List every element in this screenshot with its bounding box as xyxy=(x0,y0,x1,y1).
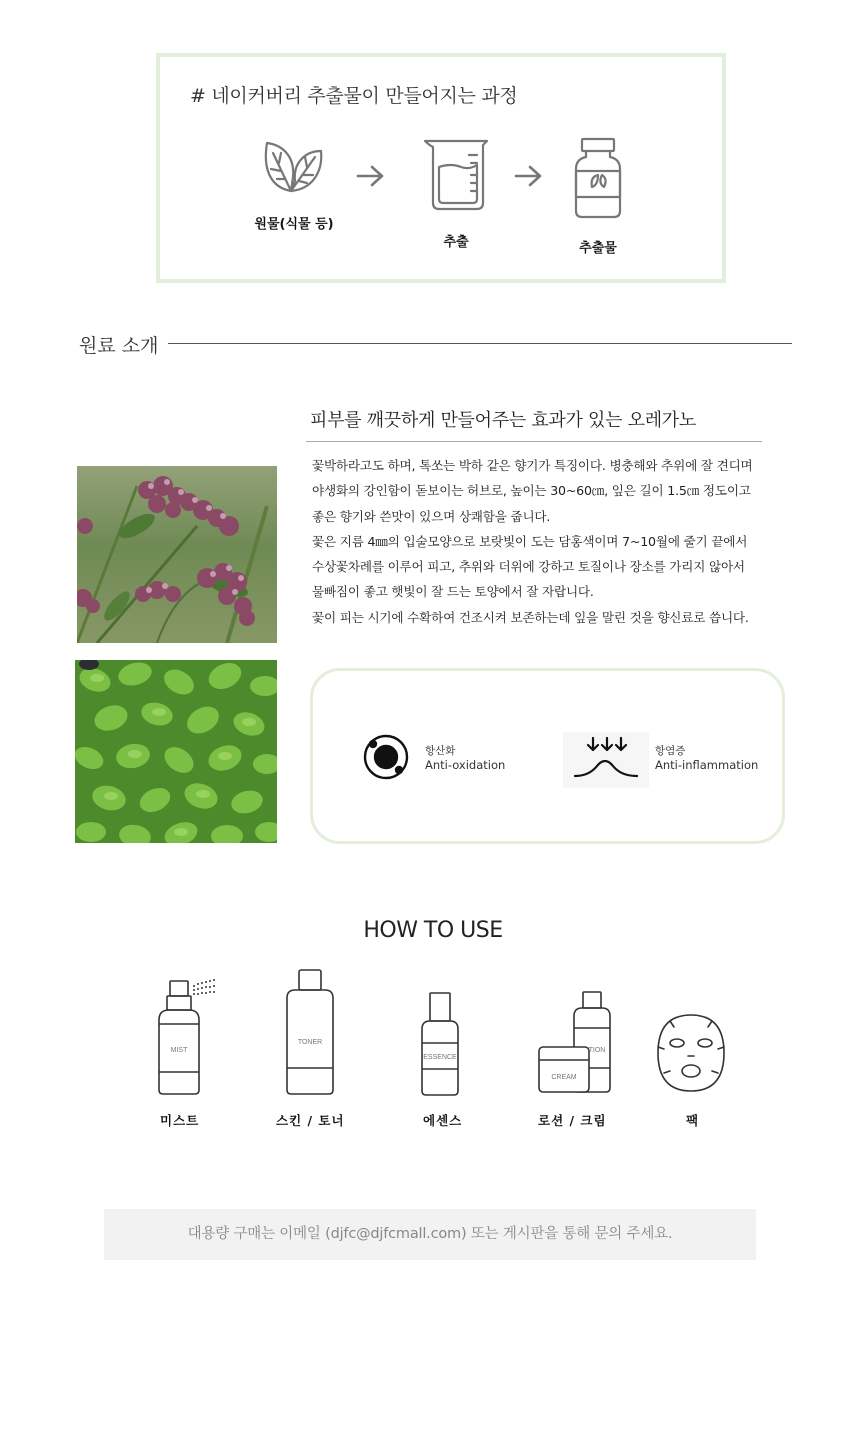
benefit-label-en: Anti-inflammation xyxy=(655,758,759,772)
description-line: 꽃박하라고도 하며, 톡쏘는 박하 같은 향기가 특징이다. 병충해와 추위에 잘 견디며 xyxy=(312,458,753,473)
essence-step xyxy=(420,991,464,1099)
product-print-text: TONER xyxy=(297,1039,323,1046)
step-label-essence: 에센스 xyxy=(423,1113,463,1128)
mist-step xyxy=(156,978,220,1098)
mist-spray-bottle-icon xyxy=(156,978,220,1098)
face-mask-icon xyxy=(654,1013,728,1095)
process-step-extraction xyxy=(386,137,526,250)
pack-step xyxy=(654,1013,728,1095)
bulk-purchase-note: 대용량 구매는 이메일 (djfc@djfcmall.com) 또는 게시판을 통해 문의 주세요. xyxy=(104,1209,756,1260)
description-line: 좋은 향기와 쓴맛이 있으며 상쾌함을 줍니다. xyxy=(312,508,551,524)
product-print-text: MIST xyxy=(170,1047,188,1054)
ingredient-heading-divider xyxy=(306,441,762,442)
benefit-label-ko: 항염증 xyxy=(655,745,686,757)
benefit-label-ko: 항산화 xyxy=(425,745,456,757)
step-label-pack: 팩 xyxy=(686,1113,700,1128)
toner-bottle-icon xyxy=(285,968,337,1098)
lotion-cream-step xyxy=(537,990,617,1098)
product-print-text: CREAM xyxy=(551,1074,577,1081)
extract-bottle-icon xyxy=(572,137,624,219)
anti-inflammation-icon xyxy=(563,732,649,788)
oregano-flower-photo xyxy=(77,466,277,643)
description-line: 수상꽃차례를 이루어 피고, 추위와 더위에 강하고 토질이나 장소를 가리지 않아서 xyxy=(312,559,745,575)
how-to-use-title: HOW TO USE xyxy=(363,918,503,943)
lotion-cream-icon xyxy=(537,990,617,1098)
oregano-leaves-photo xyxy=(75,660,277,843)
process-box xyxy=(156,53,726,283)
benefit-label-en: Anti-oxidation xyxy=(425,758,506,772)
process-step-label: 원물(식물 등) xyxy=(254,217,334,232)
beaker-icon xyxy=(421,137,491,213)
benefits-box xyxy=(310,668,785,844)
leaf-icon xyxy=(261,137,327,195)
antioxidant-icon xyxy=(361,732,411,782)
ingredient-heading: 피부를 깨끗하게 만들어주는 효과가 있는 오레가노 xyxy=(310,410,696,431)
process-title: # 네이커버리 추출물이 만들어지는 과정 xyxy=(190,85,518,107)
arrow-right-icon xyxy=(356,165,386,187)
ingredient-description xyxy=(312,453,790,630)
product-print-text: TION xyxy=(588,1047,606,1054)
product-print-text: ESSENCE xyxy=(423,1054,457,1061)
description-line: 물빠짐이 좋고 햇빛이 잘 드는 토양에서 잘 자랍니다. xyxy=(312,584,594,600)
toner-step xyxy=(285,968,337,1098)
essence-bottle-icon xyxy=(420,991,464,1099)
step-label-toner: 스킨 / 토너 xyxy=(276,1113,345,1128)
process-step-label: 추출물 xyxy=(579,241,617,256)
description-line: 야생화의 강인함이 돋보이는 허브로, 높이는 30~60㎝, 잎은 길이 1.5㎝ 정도이고 xyxy=(312,483,751,499)
process-step-label: 추출 xyxy=(443,235,469,250)
description-line: 꽃이 피는 시기에 수확하여 건조시켜 보존하는데 잎을 말린 것을 향신료로 씁니다. xyxy=(312,609,749,625)
step-label-mist: 미스트 xyxy=(160,1113,200,1128)
description-line: 꽃은 지름 4㎜의 입술모양으로 보랏빛이 도는 담홍색이며 7~10월에 줄기 끝에서 xyxy=(312,533,748,549)
section-divider xyxy=(168,343,792,344)
step-label-lotion-cream: 로션 / 크림 xyxy=(538,1113,607,1128)
process-step-raw-material xyxy=(224,137,364,232)
section-title: 원료 소개 xyxy=(79,335,159,357)
process-step-extract xyxy=(528,137,668,256)
